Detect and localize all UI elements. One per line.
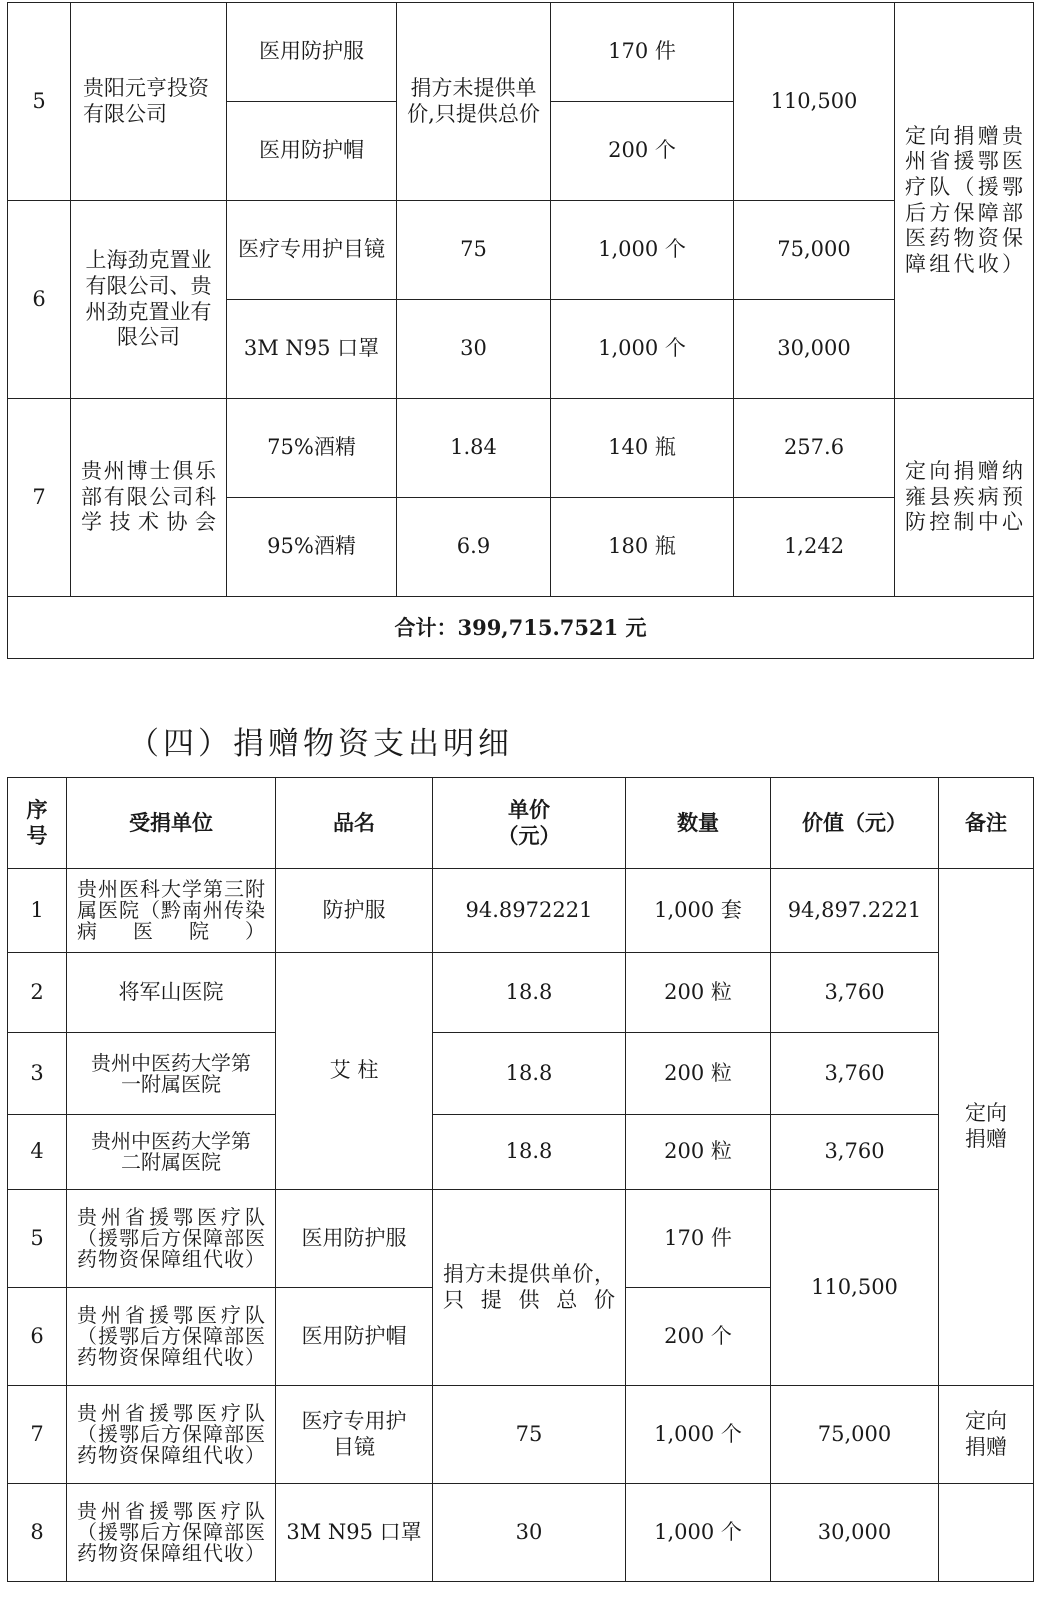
row-number: 1	[8, 869, 67, 953]
recipient: 贵州省援鄂医疗队（援鄂后方保障部医药物资保障组代收）	[67, 1484, 276, 1582]
value: 110,500	[734, 3, 895, 201]
unit-price: 1.84	[397, 399, 551, 498]
section-title: （四）捐赠物资支出明细	[128, 726, 513, 762]
item-name: 75%酒精	[227, 399, 397, 498]
quantity: 200 个	[551, 102, 734, 201]
unit-price: 18.8	[433, 1115, 626, 1190]
header-qty: 数量	[626, 778, 771, 869]
quantity: 170 件	[551, 3, 734, 102]
item-name: 医用防护帽	[227, 102, 397, 201]
row-number: 4	[8, 1115, 67, 1190]
quantity: 200 粒	[626, 1033, 771, 1115]
item-name: 3M N95 口罩	[227, 300, 397, 399]
value: 110,500	[771, 1190, 939, 1386]
row-number: 5	[8, 1190, 67, 1288]
header-unit-price-line1: 单价	[508, 797, 550, 823]
recipient: 将军山医院	[67, 953, 276, 1033]
value: 75,000	[734, 201, 895, 300]
donor-name: 上海劲克置业有限公司、贵州劲克置业有限公司	[71, 201, 227, 399]
remark-empty	[939, 1484, 1034, 1582]
quantity: 200 粒	[626, 953, 771, 1033]
recipient: 贵州医科大学第三附属医院（黔南州传染病医院）	[67, 869, 276, 953]
unit-price: 75	[433, 1386, 626, 1484]
item-name: 医用防护服	[276, 1190, 433, 1288]
header-unit-price-line2: （元）	[497, 823, 561, 848]
remark: 定向捐赠	[939, 1386, 1034, 1484]
header-unit-price	[433, 778, 626, 869]
value: 3,760	[771, 953, 939, 1033]
remark: 定向捐赠贵州省援鄂医疗队（援鄂后方保障部医药物资保障组代收）	[895, 3, 1034, 399]
header-name: 品名	[276, 778, 433, 869]
unit-price: 18.8	[433, 1033, 626, 1115]
unit-price-note: 捐方未提供单价，只提供总价	[433, 1190, 626, 1386]
item-name: 防护服	[276, 869, 433, 953]
value: 257.6	[734, 399, 895, 498]
recipient: 贵州省援鄂医疗队（援鄂后方保障部医药物资保障组代收）	[67, 1386, 276, 1484]
value: 94,897.2221	[771, 869, 939, 953]
recipient: 贵州中医药大学第二附属医院	[67, 1115, 276, 1190]
value: 75,000	[771, 1386, 939, 1484]
row-number: 2	[8, 953, 67, 1033]
row-number: 6	[8, 1288, 67, 1386]
row-number: 7	[8, 399, 71, 597]
value: 3,760	[771, 1033, 939, 1115]
value: 3,760	[771, 1115, 939, 1190]
row-number: 5	[8, 3, 71, 201]
value: 30,000	[734, 300, 895, 399]
item-name: 3M N95 口罩	[276, 1484, 433, 1582]
donor-name: 贵州博士俱乐部有限公司科学技术协会	[71, 399, 227, 597]
item-name: 医疗专用护目镜	[227, 201, 397, 300]
unit-price: 94.8972221	[433, 869, 626, 953]
row-number: 3	[8, 1033, 67, 1115]
header-remark: 备注	[939, 778, 1034, 869]
quantity: 1,000 个	[626, 1484, 771, 1582]
unit-price-note: 捐方未提供单价,只提供总价	[397, 3, 551, 201]
quantity: 1,000 套	[626, 869, 771, 953]
quantity: 200 个	[626, 1288, 771, 1386]
grand-total: 合计：399,715.7521 元	[8, 597, 1034, 659]
unit-price: 18.8	[433, 953, 626, 1033]
unit-price: 30	[397, 300, 551, 399]
donation-income-table	[7, 2, 1034, 659]
remark: 定向捐赠纳雍县疾病预防控制中心	[895, 399, 1034, 597]
quantity: 200 粒	[626, 1115, 771, 1190]
item-name: 95%酒精	[227, 498, 397, 597]
donor-name: 贵阳元亨投资有限公司	[71, 3, 227, 201]
item-name: 艾 柱	[276, 953, 433, 1190]
quantity: 140 瓶	[551, 399, 734, 498]
quantity: 170 件	[626, 1190, 771, 1288]
item-name: 医用防护帽	[276, 1288, 433, 1386]
row-number: 7	[8, 1386, 67, 1484]
header-no: 序号	[8, 778, 67, 869]
value: 30,000	[771, 1484, 939, 1582]
header-value: 价值（元）	[771, 778, 939, 869]
donation-expenditure-table	[7, 777, 1034, 1582]
recipient: 贵州省援鄂医疗队（援鄂后方保障部医药物资保障组代收）	[67, 1288, 276, 1386]
row-number: 8	[8, 1484, 67, 1582]
item-name: 医疗专用护目镜	[276, 1386, 433, 1484]
recipient: 贵州省援鄂医疗队（援鄂后方保障部医药物资保障组代收）	[67, 1190, 276, 1288]
row-number: 6	[8, 201, 71, 399]
quantity: 1,000 个	[551, 201, 734, 300]
quantity: 1,000 个	[626, 1386, 771, 1484]
item-name: 医用防护服	[227, 3, 397, 102]
unit-price: 6.9	[397, 498, 551, 597]
quantity: 1,000 个	[551, 300, 734, 399]
value: 1,242	[734, 498, 895, 597]
unit-price: 75	[397, 201, 551, 300]
unit-price: 30	[433, 1484, 626, 1582]
quantity: 180 瓶	[551, 498, 734, 597]
remark: 定向捐赠	[939, 869, 1034, 1386]
recipient: 贵州中医药大学第一附属医院	[67, 1033, 276, 1115]
header-recipient: 受捐单位	[67, 778, 276, 869]
